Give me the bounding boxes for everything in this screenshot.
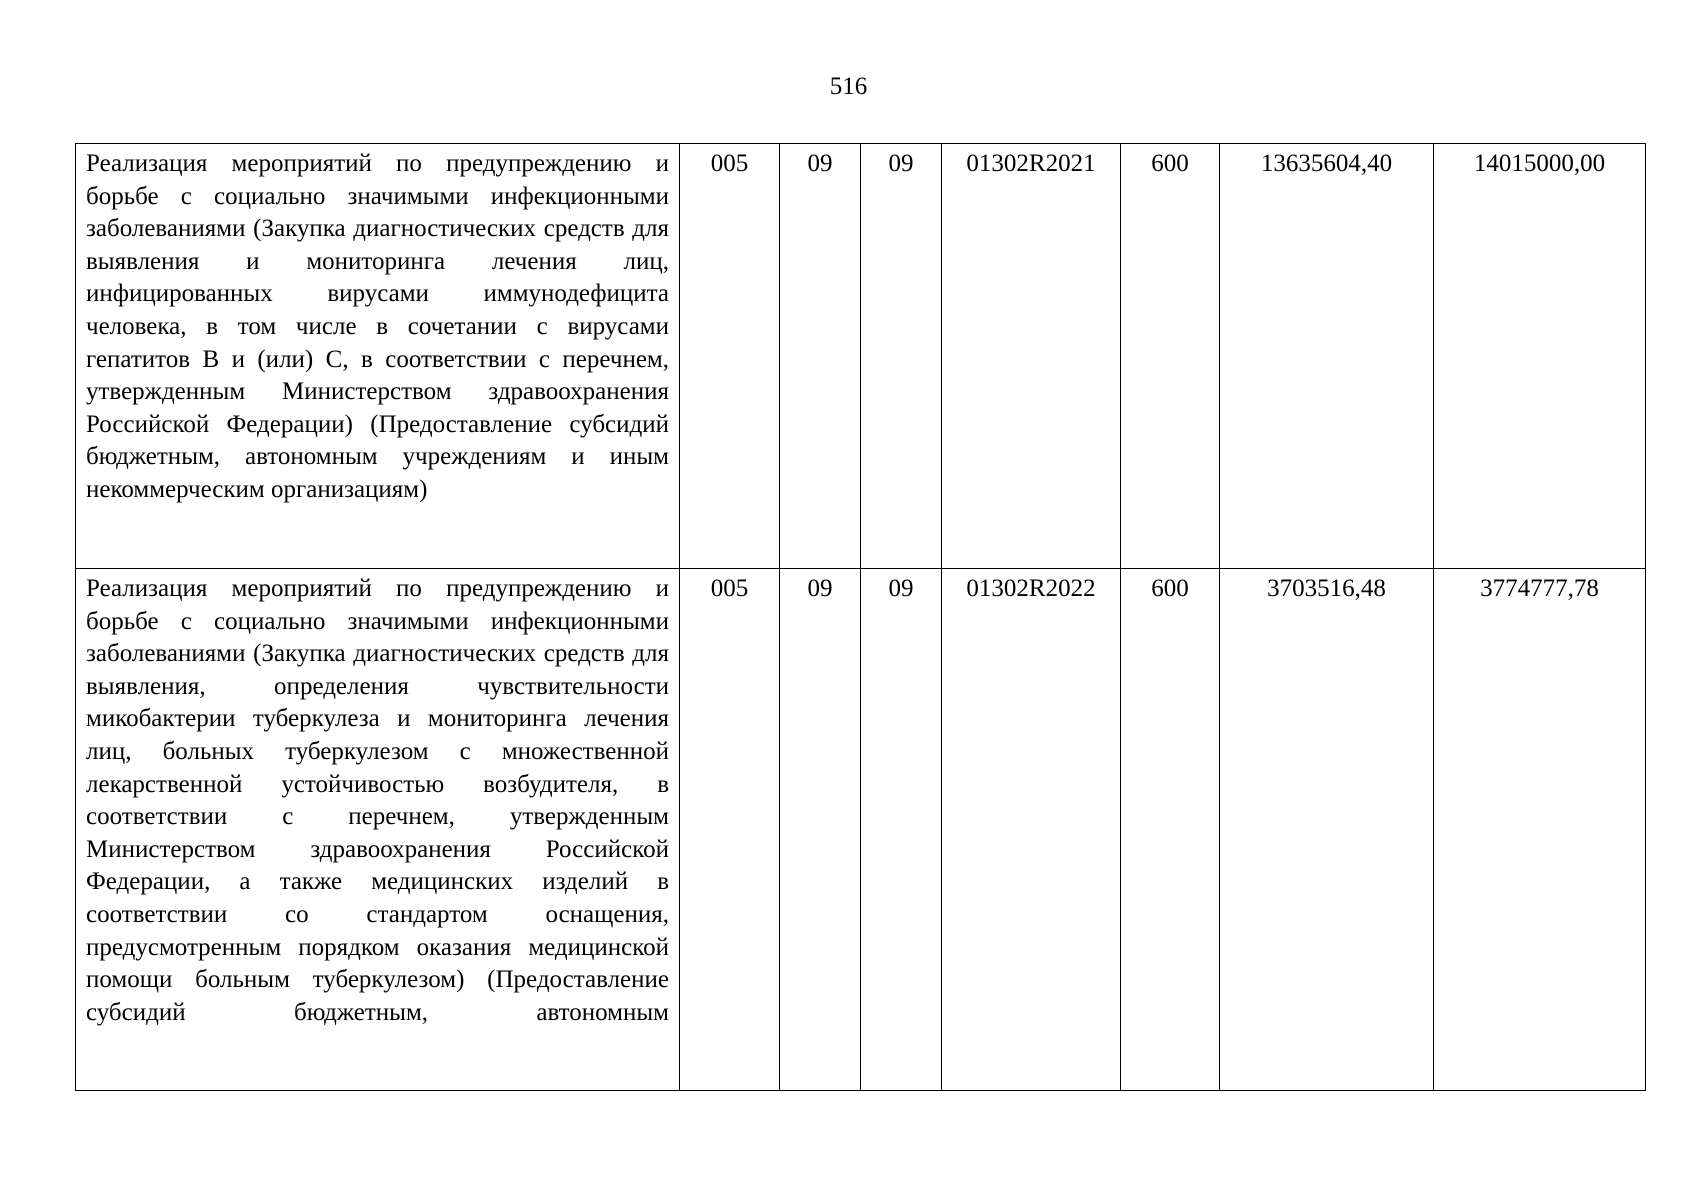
target-article-cell: 01302R2021 (942, 144, 1121, 569)
table-row (76, 144, 1646, 569)
row-description: Реализация мероприятий по предупреждению и борьбе с социально значимыми инфекционными заболеваниями (Закупка диагностических средств для выявления, определения чувствительности микобактерии туберкулеза и мониторинга лечения лиц, больных туберкулезом с множественной лекарственной устойчивостью возбудителя, в соответствии с перечнем, утвержденным Министерством здравоохранения Российской Федерации, а также медицинских изделий в соответствии со стандартом оснащения, предусмотренным порядком оказания медицинской помощи больным туберкулезом) (Предоставление субсидий бюджетным, автономным (86, 575, 669, 1026)
row-description-cell (76, 144, 680, 569)
amount-2-cell: 14015000,00 (1434, 144, 1646, 569)
ministry-code-cell: 005 (680, 569, 780, 1091)
subsection-code-cell: 09 (861, 144, 942, 569)
budget-table (75, 143, 1646, 1091)
expense-type-cell: 600 (1121, 144, 1220, 569)
amount-2-cell: 3774777,78 (1434, 569, 1646, 1091)
row-description-last-line: некоммерческим организациям) (86, 475, 428, 503)
page-number: 516 (829, 73, 868, 100)
row-description-cell (76, 569, 680, 1091)
amount-1-cell: 13635604,40 (1220, 144, 1434, 569)
section-code-cell: 09 (780, 144, 861, 569)
row-description: Реализация мероприятий по предупреждению и борьбе с социально значимыми инфекционными заболеваниями (Закупка диагностических средств для выявления и мониторинга лечения лиц, инфицированных вирусами иммунодефицита человека, в том числе в сочетании с вирусами гепатитов B и (или) C, в соответствии с перечнем, утвержденным Министерством здравоохранения Российской Федерации) (Предоставление субсидий бюджетным, автономным учреждениям и иным (86, 150, 669, 471)
section-code-cell: 09 (780, 569, 861, 1091)
expense-type-cell: 600 (1121, 569, 1220, 1091)
subsection-code-cell: 09 (861, 569, 942, 1091)
ministry-code-cell: 005 (680, 144, 780, 569)
amount-1-cell: 3703516,48 (1220, 569, 1434, 1091)
target-article-cell: 01302R2022 (942, 569, 1121, 1091)
table-row (76, 569, 1646, 1091)
